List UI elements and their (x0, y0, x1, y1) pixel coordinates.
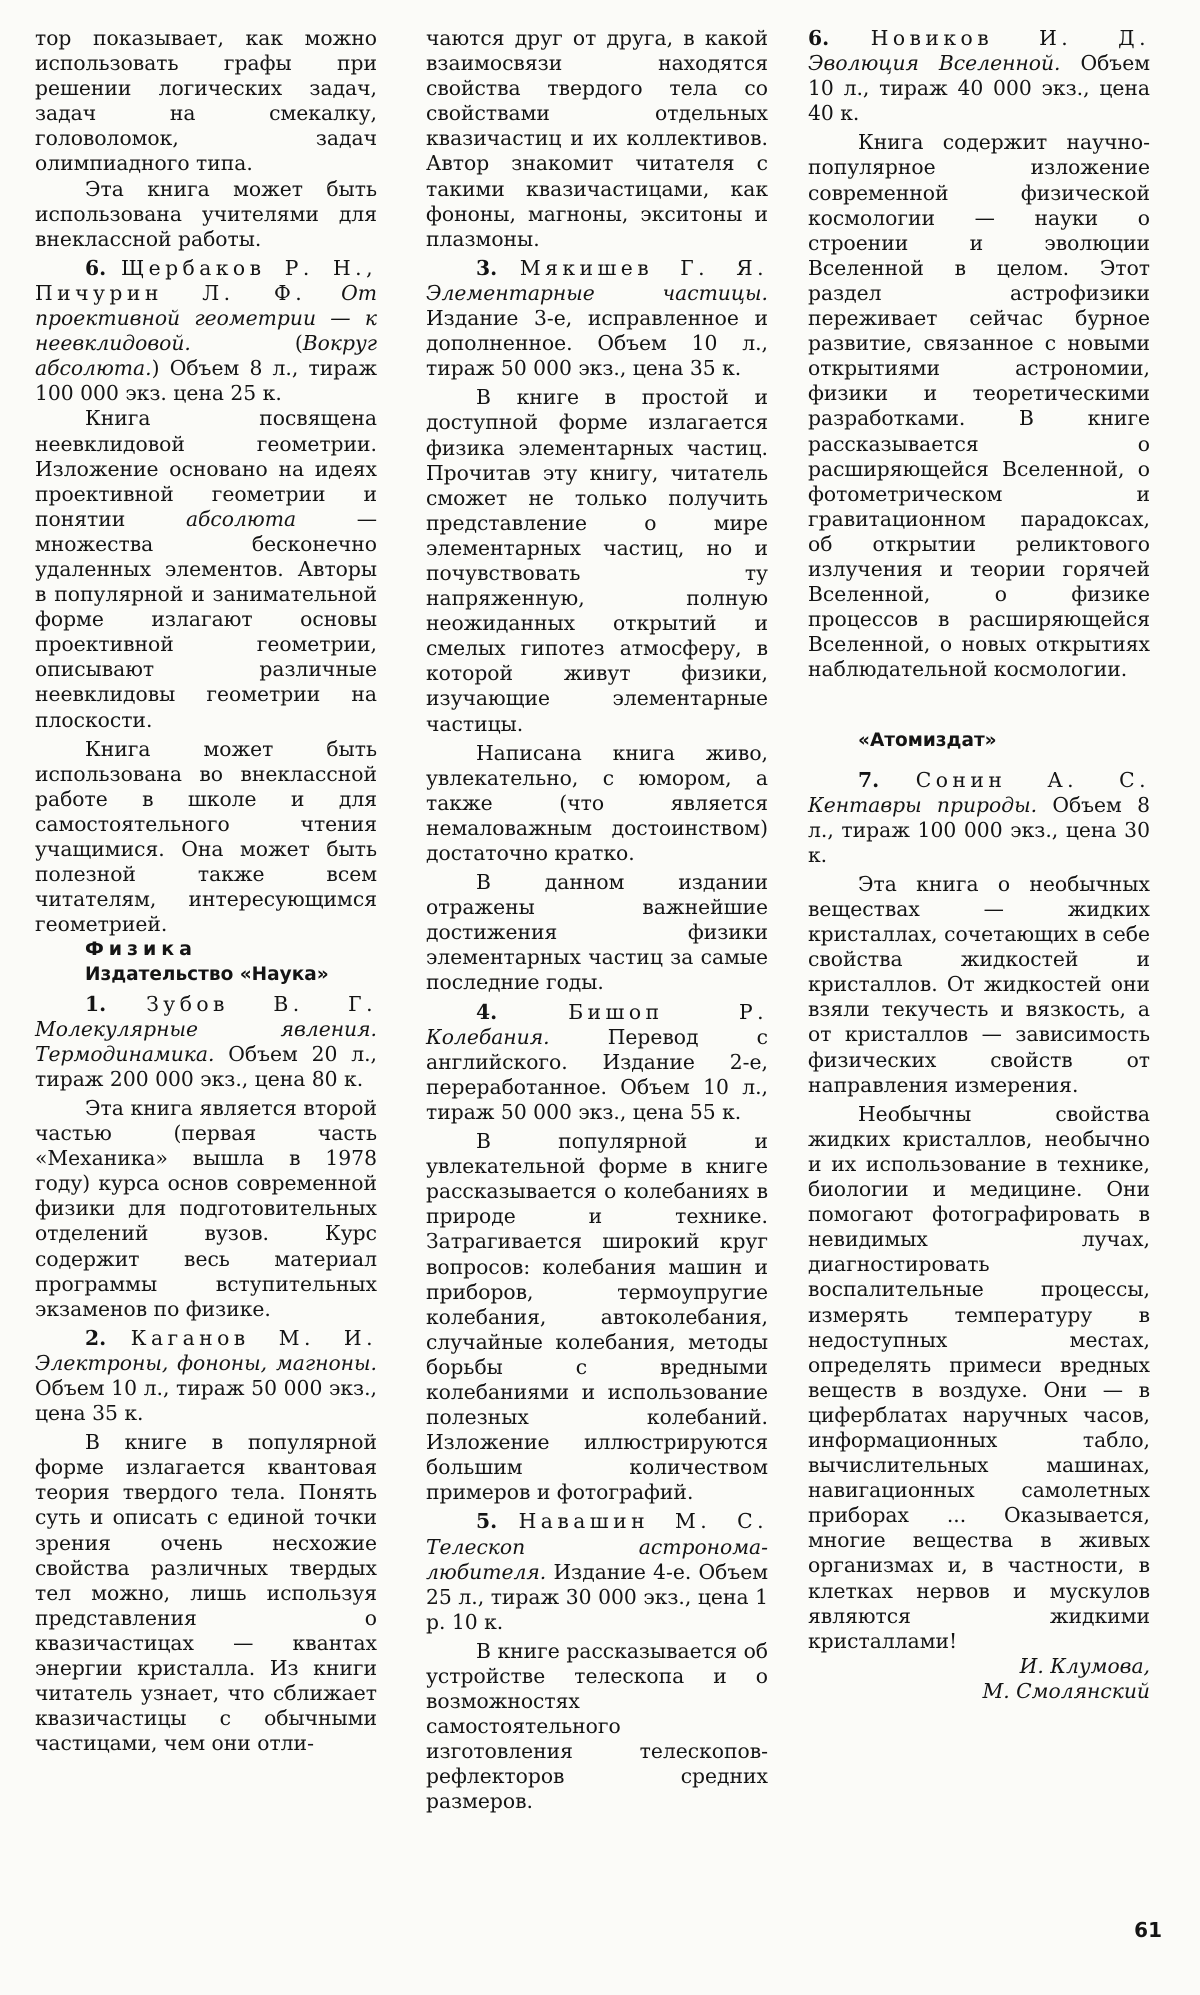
paragraph: Необычны свойства жидких кристаллов, необычно и их использование в технике, биологии и медицине. Они помогают фотографировать в невидимых лучах, диагностировать воспалительные процессы, измерять температуру в недоступных местах, определять примеси вредных веществ в воздухе. Они — в циферблатах наручных часов, информационных табло, вычислительных машинах, навигационных самолетных приборах ... Оказывается, многие вещества в живых организмах и, в частности, в клетках нервов и мускулов являются жидкими кристаллами! (808, 1101, 1150, 1653)
book-entry-7 (808, 768, 1150, 868)
entry-details: Объем 8 л., тираж 100 000 экз., цена 30 к. (808, 792, 1150, 867)
text-column-middle (426, 26, 768, 1815)
book-entry-6-novikov (808, 26, 1150, 126)
entry-details: Издание 3-е, исправленное и дополненное. Объем 10 л., тираж 50 000 экз., цена 35 к. (426, 306, 768, 381)
text-column-left (35, 26, 377, 1756)
entry-title: Элементарные частицы. (426, 280, 768, 305)
signature-line: М. Смолянский (982, 1678, 1150, 1703)
entry-details: Объем 10 л., тираж 50 000 экз., цена 35 к. (35, 1375, 377, 1426)
book-entry-1 (35, 992, 377, 1092)
entry-number: 4. (476, 999, 498, 1024)
paragraph: В книге в популярной форме излагается квантовая теория твердого тела. Понять суть и описать с единой точки зрения очень несхожие свойства различных твердых тел можно, лишь используя представления о квазичастицах — квантах энергии кристалла. Из книги читатель узнает, что сближает квазичастицы с обычными частицами, чем они отли- (35, 1430, 377, 1756)
text-run: — множества бесконечно удаленных элементов. Авторы в популярной и занимательной форме излагают основы проективной геометрии, описывают различные неевклидовы геометрии на плоскости. (35, 506, 377, 732)
text-column-right (808, 26, 1150, 1704)
entry-number: 2. (85, 1325, 107, 1350)
entry-series: Вокруг абсолюта. (35, 331, 377, 381)
book-entry-4 (426, 1000, 768, 1125)
paragraph: В книге в простой и доступной форме излагается физика элементарных частиц. Прочитав эту книгу, читатель сможет не только получить представление о мире элементарных частиц, но и почувствовать ту напряженную, полную неожиданных открытий и смелых гипотез атмосферу, в которой живут физики, изучающие элементарные частицы. (426, 385, 768, 736)
entry-number: 5. (476, 1509, 498, 1534)
entry-author: Зубов В. Г. (146, 991, 377, 1016)
text-run: Книга посвящена неевклидовой геометрии. Изложение основано на идеях проективной геометрии и понятии (35, 406, 377, 531)
page-number: 61 (1134, 1918, 1162, 1942)
entry-details: Издание 4-е. Объем 25 л., тираж 30 000 экз., цена 1 р. 10 к. (426, 1559, 769, 1634)
entry-author: Новиков И. Д. (870, 26, 1150, 50)
paragraph: Эта книга может быть использована учителями для внеклассной работы. (35, 176, 377, 251)
entry-title: Электроны, фононы, магноны. (35, 1350, 377, 1375)
paragraph: Эта книга о необычных веществах — жидких кристаллах, сочетающих в себе свойства жидкостей и кристаллов. От жидкостей они взяли текучесть и вязкость, а от кристаллов — зависимость физических свойств от направления измерения. (808, 871, 1150, 1097)
paragraph: В данном издании отражены важнейшие достижения физики элементарных частиц за самые последние годы. (426, 870, 768, 995)
entry-number: 3. (476, 255, 498, 280)
entry-number: 6. (808, 26, 830, 50)
entry-series-close: ) (151, 356, 160, 381)
entry-author: Щербаков Р. Н., Пичурин Л. Ф. (35, 255, 377, 305)
paragraph: Эта книга является второй частью (первая часть «Механика» вышла в 1978 году) курса основ современной физики для подготовительных отделений вузов. Курс содержит весь материал программы вступительных экзаменов по физике. (35, 1095, 377, 1321)
paragraph: чаются друг от друга, в какой взаимосвязи находятся свойства твердого тела со свойствами отдельных квазичастиц и их коллективов. Автор знакомит читателя с такими квазичастицами, как фононы, магноны, экситоны и плазмоны. (426, 26, 768, 251)
entry-number: 1. (85, 991, 107, 1016)
entry-author: Бишоп Р. (568, 999, 768, 1024)
entry-details: Перевод с английского. Издание 2-е, переработанное. Объем 10 л., тираж 50 000 экз., цена 55 к. (426, 1024, 768, 1124)
entry-author: Сонин А. С. (915, 767, 1150, 792)
entry-details: Объем 20 л., тираж 200 000 экз., цена 80 к. (35, 1041, 378, 1091)
entry-details: Объем 8 л., тираж 100 000 экз. цена 25 к. (35, 356, 378, 406)
paragraph: В книге рассказывается об устройстве телескопа и о возможностях самостоятельного изготовления телескопов-рефлекторов средних размеров. (426, 1638, 768, 1814)
paragraph: В популярной и увлекательной форме в книге рассказывается о колебаниях в природе и технике. Затрагивается широкий круг вопросов: колебания машин и приборов, термоупругие колебания, автоколебания, случайные колебания, методы борьбы с вредными колебаниями и использование полезных колебаний. Изложение иллюстрируются большим количеством примеров и фотографий. (426, 1129, 768, 1505)
paragraph (35, 406, 377, 732)
book-entry-5 (426, 1509, 768, 1634)
book-entry-2 (35, 1326, 377, 1426)
entry-series-open: ( (294, 331, 303, 356)
publisher-heading: «Атомиздат» (858, 730, 997, 752)
section-heading: Физика (85, 938, 197, 961)
paragraph: тор показывает, как можно использовать графы при решении логических задач, задач на смекалку, головоломок, задач олимпиадного типа. (35, 26, 377, 176)
entry-author: Навашин М. С. (518, 1509, 768, 1534)
entry-number: 7. (858, 767, 880, 792)
paragraph: Книга содержит научно-популярное изложение современной физической космологии — науки о строении и эволюции Вселенной в целом. Этот раздел астрофизики переживает сейчас бурное развитие, связанное с новыми открытиями астрономии, физики и теоретическими разработками. В книге рассказывается о расширяющейся Вселенной, о фотометрическом и гравитационном парадоксах, об открытии реликтового излучения и теории горячей Вселенной, о физике процессов в расширяющейся Вселенной, о новых открытиях наблюдательной космологии. (808, 130, 1150, 682)
entry-title: Молекулярные явления. Термодинамика. (35, 1016, 377, 1066)
entry-number: 6. (85, 255, 107, 280)
paragraph: Написана книга живо, увлекательно, с юмором, а также (что является немаловажным достоинством) достаточно кратко. (426, 740, 768, 865)
entry-title: От проективной геометрии — к неевклидовой. (35, 280, 377, 356)
entry-author: Мякишев Г. Я. (519, 255, 768, 280)
entry-title: Телескоп астронома-любителя. (426, 1534, 768, 1584)
entry-title: Колебания. (426, 1024, 550, 1049)
publisher-heading: Издательство «Наука» (85, 964, 329, 986)
paragraph: Книга может быть использована во внеклассной работе в школе и для самостоятельного чтения учащимися. Она может быть полезной также всем читателям, интересующимся геометрией. (35, 736, 377, 937)
book-entry-3 (426, 256, 768, 381)
entry-author: Каганов М. И. (130, 1325, 378, 1350)
entry-details: Объем 10 л., тираж 40 000 экз., цена 40 к. (808, 51, 1150, 126)
authors-signature (808, 1654, 1150, 1704)
entry-title: Эволюция Вселенной. (808, 51, 1061, 76)
book-entry-6 (35, 256, 377, 407)
text-run-italic: абсолюта (185, 506, 297, 531)
entry-title: Кентавры природы. (808, 792, 1038, 817)
signature-line: И. Клумова, (1019, 1653, 1150, 1678)
